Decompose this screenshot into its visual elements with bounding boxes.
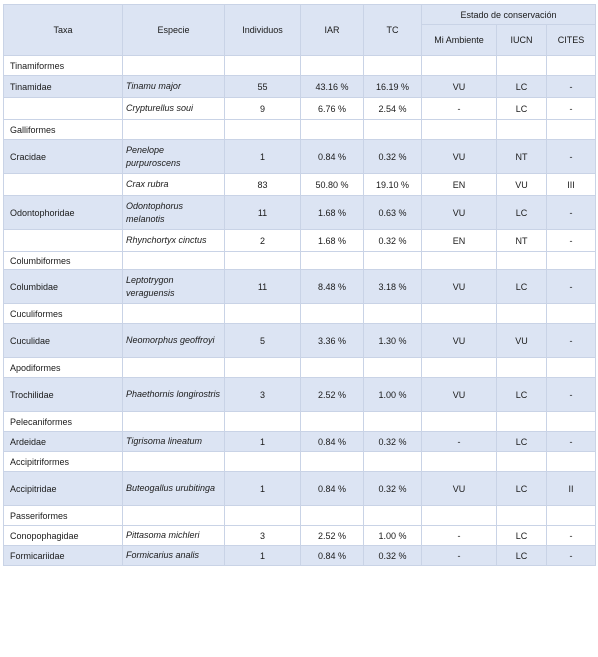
table-row (4, 230, 596, 252)
order-row (4, 506, 596, 526)
cell-tc: 0.32 % (364, 432, 422, 452)
table-body (4, 56, 596, 566)
cell-cites: - (547, 270, 596, 304)
cell-iucn: LC (497, 472, 547, 506)
cell-iucn: VU (497, 324, 547, 358)
cell-iucn: LC (497, 98, 547, 120)
cell-iar: 6.76 % (301, 98, 364, 120)
cell-mi-ambiente: VU (422, 76, 497, 98)
cell-mi-ambiente (422, 412, 497, 432)
cell-iar: 50.80 % (301, 174, 364, 196)
cell-iar (301, 304, 364, 324)
order-row (4, 252, 596, 270)
cell-cites (547, 506, 596, 526)
cell-mi-ambiente: - (422, 98, 497, 120)
cell-mi-ambiente (422, 304, 497, 324)
cell-tc: 1.00 % (364, 526, 422, 546)
header-tc: TC (364, 5, 422, 56)
header-iucn: IUCN (497, 25, 547, 56)
order-row (4, 120, 596, 140)
cell-tc: 16.19 % (364, 76, 422, 98)
cell-iucn: LC (497, 196, 547, 230)
header-especie: Especie (123, 5, 225, 56)
table-row (4, 196, 596, 230)
cell-iucn (497, 412, 547, 432)
cell-taxa: Cuculiformes (4, 304, 123, 324)
cell-tc: 0.32 % (364, 230, 422, 252)
species-table (3, 4, 596, 566)
order-row (4, 452, 596, 472)
cell-iar: 0.84 % (301, 432, 364, 452)
cell-cites: II (547, 472, 596, 506)
cell-iar: 0.84 % (301, 472, 364, 506)
table-row (4, 140, 596, 174)
cell-cites (547, 56, 596, 76)
cell-individuos: 3 (225, 526, 301, 546)
cell-tc (364, 412, 422, 432)
cell-iucn: LC (497, 378, 547, 412)
cell-taxa (4, 98, 123, 120)
cell-individuos (225, 358, 301, 378)
cell-mi-ambiente: EN (422, 174, 497, 196)
cell-tc: 0.32 % (364, 140, 422, 174)
cell-tc: 0.32 % (364, 472, 422, 506)
cell-iucn: NT (497, 140, 547, 174)
cell-iucn: LC (497, 76, 547, 98)
cell-iar: 43.16 % (301, 76, 364, 98)
table-row (4, 174, 596, 196)
cell-especie: Leptotrygon veraguensis (123, 270, 225, 304)
cell-iar: 3.36 % (301, 324, 364, 358)
cell-mi-ambiente: VU (422, 378, 497, 412)
cell-taxa: Cuculidae (4, 324, 123, 358)
cell-mi-ambiente: VU (422, 472, 497, 506)
cell-iar: 1.68 % (301, 230, 364, 252)
order-row (4, 56, 596, 76)
header-taxa: Taxa (4, 5, 123, 56)
cell-tc: 1.00 % (364, 378, 422, 412)
cell-taxa: Accipitriformes (4, 452, 123, 472)
cell-especie (123, 120, 225, 140)
cell-taxa: Apodiformes (4, 358, 123, 378)
cell-tc (364, 304, 422, 324)
cell-cites (547, 452, 596, 472)
cell-especie (123, 412, 225, 432)
order-row (4, 358, 596, 378)
order-row (4, 304, 596, 324)
cell-iar (301, 252, 364, 270)
cell-cites (547, 120, 596, 140)
cell-individuos: 83 (225, 174, 301, 196)
header-cites: CITES (547, 25, 596, 56)
cell-taxa: Formicariidae (4, 546, 123, 566)
cell-mi-ambiente (422, 56, 497, 76)
cell-iucn (497, 120, 547, 140)
cell-taxa: Conopophagidae (4, 526, 123, 546)
table-row (4, 324, 596, 358)
cell-cites (547, 358, 596, 378)
cell-tc: 1.30 % (364, 324, 422, 358)
cell-mi-ambiente: - (422, 526, 497, 546)
cell-mi-ambiente (422, 252, 497, 270)
cell-iucn (497, 252, 547, 270)
cell-individuos: 1 (225, 432, 301, 452)
table-header (4, 5, 596, 56)
cell-tc (364, 120, 422, 140)
cell-taxa: Galliformes (4, 120, 123, 140)
table-row (4, 76, 596, 98)
table-row (4, 432, 596, 452)
cell-taxa (4, 230, 123, 252)
cell-mi-ambiente: - (422, 546, 497, 566)
table-row (4, 526, 596, 546)
cell-individuos: 5 (225, 324, 301, 358)
cell-iucn: LC (497, 546, 547, 566)
cell-especie: Penelope purpuroscens (123, 140, 225, 174)
header-estado-conservacion: Estado de conservación (422, 5, 596, 25)
table-row (4, 472, 596, 506)
cell-especie (123, 304, 225, 324)
cell-iar: 0.84 % (301, 546, 364, 566)
cell-individuos: 9 (225, 98, 301, 120)
cell-individuos: 2 (225, 230, 301, 252)
header-mi-ambiente: Mi Ambiente (422, 25, 497, 56)
cell-iar: 1.68 % (301, 196, 364, 230)
cell-mi-ambiente (422, 506, 497, 526)
cell-iar: 2.52 % (301, 526, 364, 546)
cell-especie: Formicarius analis (123, 546, 225, 566)
cell-mi-ambiente: VU (422, 324, 497, 358)
cell-especie: Pittasoma michleri (123, 526, 225, 546)
cell-individuos: 1 (225, 546, 301, 566)
cell-individuos: 1 (225, 472, 301, 506)
cell-cites (547, 252, 596, 270)
cell-cites: - (547, 324, 596, 358)
cell-cites (547, 304, 596, 324)
header-individuos: Individuos (225, 5, 301, 56)
cell-especie (123, 506, 225, 526)
cell-taxa: Tinamiformes (4, 56, 123, 76)
cell-taxa: Cracidae (4, 140, 123, 174)
cell-especie (123, 358, 225, 378)
cell-iucn (497, 56, 547, 76)
cell-iucn: LC (497, 270, 547, 304)
cell-iar: 0.84 % (301, 140, 364, 174)
cell-iucn (497, 358, 547, 378)
cell-tc (364, 358, 422, 378)
cell-individuos: 3 (225, 378, 301, 412)
cell-cites: - (547, 196, 596, 230)
cell-iar (301, 56, 364, 76)
cell-iucn (497, 452, 547, 472)
cell-taxa: Odontophoridae (4, 196, 123, 230)
cell-iar (301, 452, 364, 472)
cell-tc (364, 452, 422, 472)
cell-cites: - (547, 230, 596, 252)
cell-taxa: Passeriformes (4, 506, 123, 526)
cell-taxa: Columbiformes (4, 252, 123, 270)
cell-especie (123, 252, 225, 270)
cell-iar (301, 120, 364, 140)
cell-taxa: Tinamidae (4, 76, 123, 98)
cell-iucn (497, 304, 547, 324)
cell-cites: III (547, 174, 596, 196)
cell-especie (123, 452, 225, 472)
table-row (4, 546, 596, 566)
cell-taxa: Columbidae (4, 270, 123, 304)
cell-taxa: Pelecaniformes (4, 412, 123, 432)
cell-individuos: 55 (225, 76, 301, 98)
cell-especie: Neomorphus geoffroyi (123, 324, 225, 358)
cell-iucn: VU (497, 174, 547, 196)
cell-iar: 8.48 % (301, 270, 364, 304)
cell-tc: 19.10 % (364, 174, 422, 196)
cell-cites: - (547, 378, 596, 412)
cell-individuos (225, 56, 301, 76)
cell-cites: - (547, 432, 596, 452)
cell-individuos (225, 120, 301, 140)
cell-iar (301, 412, 364, 432)
header-iar: IAR (301, 5, 364, 56)
cell-mi-ambiente (422, 452, 497, 472)
cell-iucn: LC (497, 526, 547, 546)
table-row (4, 270, 596, 304)
cell-especie: Rhynchortyx cinctus (123, 230, 225, 252)
cell-iucn (497, 506, 547, 526)
cell-individuos: 11 (225, 196, 301, 230)
cell-iucn: LC (497, 432, 547, 452)
cell-taxa: Ardeidae (4, 432, 123, 452)
cell-individuos (225, 506, 301, 526)
cell-tc (364, 56, 422, 76)
cell-individuos (225, 452, 301, 472)
cell-individuos (225, 412, 301, 432)
cell-mi-ambiente: VU (422, 140, 497, 174)
cell-tc (364, 252, 422, 270)
cell-mi-ambiente (422, 358, 497, 378)
cell-iar (301, 358, 364, 378)
cell-cites: - (547, 76, 596, 98)
cell-especie: Odontophorus melanotis (123, 196, 225, 230)
cell-taxa (4, 174, 123, 196)
cell-cites: - (547, 140, 596, 174)
cell-especie: Tinamu major (123, 76, 225, 98)
cell-cites: - (547, 526, 596, 546)
cell-especie: Tigrisoma lineatum (123, 432, 225, 452)
cell-tc: 3.18 % (364, 270, 422, 304)
cell-tc: 0.63 % (364, 196, 422, 230)
cell-individuos (225, 252, 301, 270)
cell-mi-ambiente: VU (422, 196, 497, 230)
cell-especie: Buteogallus urubitinga (123, 472, 225, 506)
cell-individuos: 11 (225, 270, 301, 304)
cell-tc (364, 506, 422, 526)
cell-mi-ambiente: EN (422, 230, 497, 252)
table-row (4, 98, 596, 120)
cell-individuos: 1 (225, 140, 301, 174)
cell-mi-ambiente: - (422, 432, 497, 452)
cell-mi-ambiente (422, 120, 497, 140)
cell-tc: 2.54 % (364, 98, 422, 120)
cell-iucn: NT (497, 230, 547, 252)
cell-taxa: Accipitridae (4, 472, 123, 506)
order-row (4, 412, 596, 432)
cell-cites (547, 412, 596, 432)
cell-cites: - (547, 98, 596, 120)
cell-mi-ambiente: VU (422, 270, 497, 304)
cell-individuos (225, 304, 301, 324)
cell-cites: - (547, 546, 596, 566)
cell-tc: 0.32 % (364, 546, 422, 566)
cell-iar: 2.52 % (301, 378, 364, 412)
cell-especie: Crax rubra (123, 174, 225, 196)
cell-especie: Phaethornis longirostris (123, 378, 225, 412)
table-row (4, 378, 596, 412)
cell-taxa: Trochilidae (4, 378, 123, 412)
cell-especie (123, 56, 225, 76)
cell-especie: Crypturellus soui (123, 98, 225, 120)
cell-iar (301, 506, 364, 526)
